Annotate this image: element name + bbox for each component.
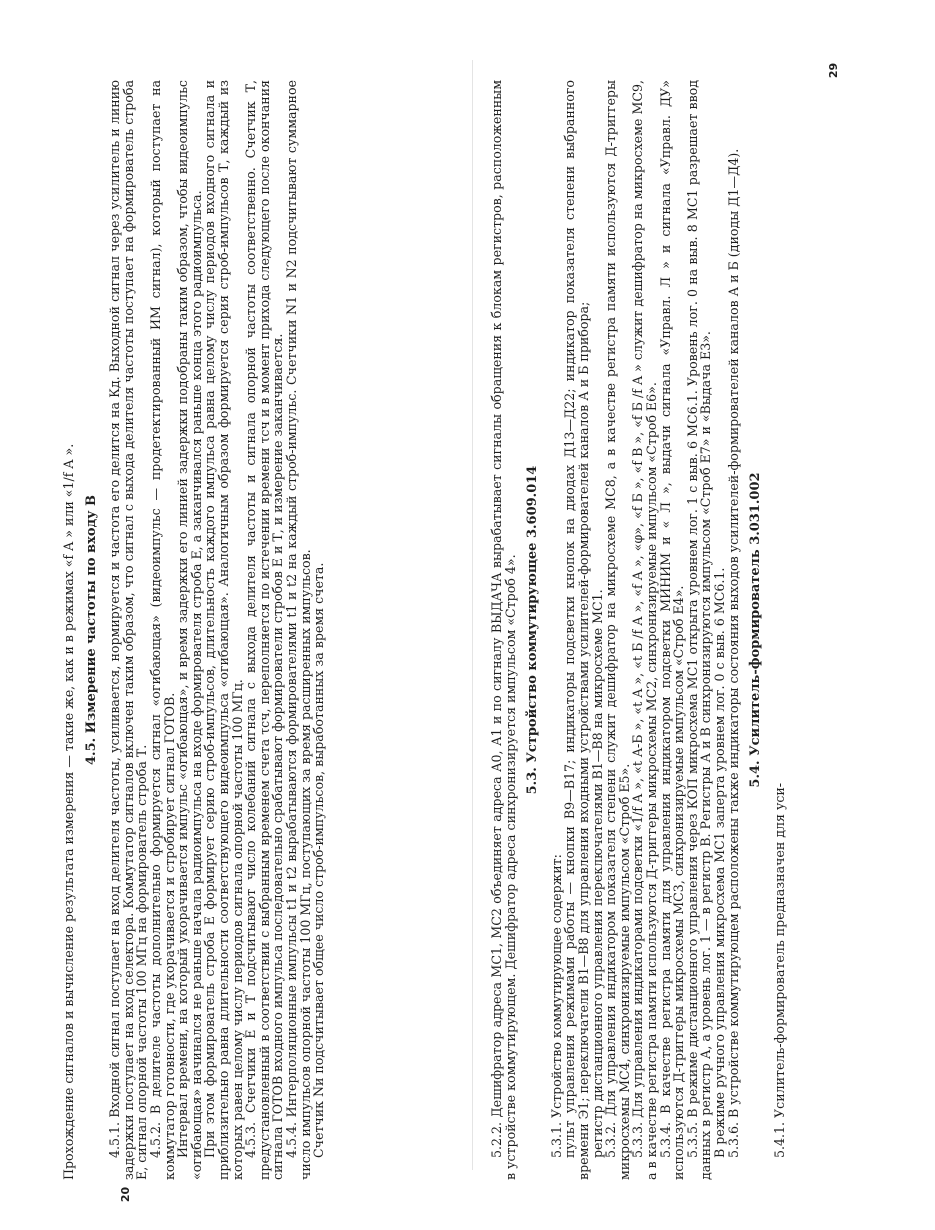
right-paragraph-532: 5.3.2. Для управления индикатором показателя степени служит дешифратор на микросхеме МС8, а в качестве регистра памяти используются Д-триггеры микросхемы МС4, синхронизируемые импульсом «Строб Е5». <box>603 80 632 1180</box>
left-paragraph-454: 4.5.4. Интерполяционные импульсы t1 и t2 вырабатываются формирователями t1 и t2 на каждый строб-импульс. Счетчики N1 и N2 подсчитывают суммарное число импульсов опорной частоты 100 МГц, поступающих за время расширенных импульсов. <box>283 80 313 1180</box>
right-section-heading: 5.3. Устройство коммутирующее 3.609.014 <box>525 465 541 795</box>
right-intro-paragraph: 5.2.2. Дешифратор адреса МС1, МС2 объединяет адреса А0, А1 и по сигналу ВЫДАЧА вырабатывает сигналы обращения к блокам регистров, расположенным в устройстве коммутирующем. Дешифратор адреса синхронизируется импульсом «Строб 4». <box>489 80 518 1180</box>
right-paragraph-register: регистр дистанционного управления переключателями В1—В8 на микросхеме МС1. <box>589 589 605 1158</box>
left-paragraph-counter: Счетчик Nи подсчитывает общее число строб-импульсов, выработанных за время счета. <box>311 562 327 1158</box>
left-paragraph-451: 4.5.1. Входной сигнал поступает на вход делителя частоты, усиливается, нормируется и частота его делится на Кд. Выходной сигнал через усилитель и линию задержки поступает на вход селектора. Коммутатор сигналов включен таким образом, что сигнал с выхода делителя частоты поступает на формирователь строба Е, сигнал опорной частоты 100 МГц на формирователь строба Т. <box>107 80 150 1180</box>
left-paragraph-452: 4.5.2. В делителе частоты дополнительно формируется сигнал «огибающая» (видеоимпульс — продетектированный ИМ сигнал), который поступает на коммутатор готовности, где укорачивается и стробирует сигнал ГОТОВ. <box>147 80 177 1180</box>
right-paragraph-535: 5.3.5. В режиме дистанционного управления через КОП микросхема МС1 открыта уровнем лог. 1 с выв. 6 МС6.1. Уровень лог. 0 на выв. 8 МС1 разрешает ввод данных в регистр А, а уровень лог. 1 — в регистр В. Регистры А и В синхронизируются импульсом «Строб Е7» и «Выдача Е3». <box>684 80 714 1180</box>
right-paragraph-536: 5.3.6. В устройстве коммутирующем расположены также индикаторы состояния выходов усилителей-формирователей каналов А и Б (диоды Д1—Д4). <box>725 148 741 1158</box>
left-paragraph-453: 4.5.3. Счетчики Е и Т подсчитывают число колебаний сигнала с выхода делителя частоты и сигнала опорной частоты соответственно. Счетчик Т, предустановленный в соответствии с выбранным временем счета τсч, переполняется по истечении времени τсч и в момент прихода следующего после окончания сигнала ГОТОВ входного импульса последовательно срабатывают формирователи стробов Е и Т, и измерение заканчивается. <box>243 80 286 1180</box>
right-section2-heading: 5.4. Усилитель-формирователь 3.031.002 <box>748 472 764 788</box>
right-paragraph-534: 5.3.4. В качестве регистра памяти для управления индикатором подсветки МИНИМ и « Л », выдачи сигнала «Управл. Л » и сигнала «Управл. ДУ» используются Д-триггеры микросхемы МС3, синхронизируемые импульсом «Строб Е4». <box>657 80 687 1180</box>
right-paragraph-panel: пульт управления режимами работы — кнопки В9—В17; индикаторы подсветки кнопок на диодах Д13—Д22; индикатор показателя степени выбранного времени Э1; переключатели В1—В8 для управления входными устройствами усилителей-формирователей каналов А и Б прибора; <box>562 80 591 1180</box>
left-paragraph-interval: Интервал времени, на который укорачивается импульс «огибающая», и время задержки его линией задержки подобраны таким образом, чтобы видеоимпульс «огибающая» начинался не раньше начала радиоимпульса на входе формирователя строба Е, а заканчивался раньше конца этого радиоимпульса. <box>175 80 204 1180</box>
right-paragraph-531: 5.3.1. Устройство коммутирующее содержит: <box>548 854 564 1158</box>
left-page-text <box>62 80 452 1180</box>
left-section-heading: 4.5. Измерение частоты по входу В <box>83 495 99 765</box>
page-gutter <box>472 60 473 1170</box>
left-paragraph-former: При этом формирователь строба Е формирует серию строб-импульсов, длительность каждого импульса равна целому числу периодов входного сигнала и приблизительно равна длительности соответствующего видеоимпульса «огибающая». Аналогичным образом формируется серия строб-импульсов Т, каждый из которых равен целому числу периодов сигнала опорной частоты 100 МГц. <box>202 80 245 1180</box>
right-paragraph-533: 5.3.3. Для управления индикаторами подсветки «1/f A », «t A-Б », «t A », «t Б /f A », «f A », «φ», «f Б », «f B », «f Б /f A » служит дешифратор на микросхеме МС9, а в качестве регистра памяти используются Д-триггеры микросхемы МС2, синхронизируемые импульсом «Строб Е6». <box>630 80 659 1180</box>
right-paragraph-manual: В режиме ручного управления микросхема МС1 заперта уровнем лог. 0 с выв. 6 МС6.1. <box>711 567 727 1158</box>
right-paragraph-541: 5.4.1. Усилитель-формирователь предназначен для уси- <box>771 782 787 1158</box>
page-number-right: 29 <box>827 62 841 79</box>
left-intro-paragraph: Прохождение сигналов и вычисление результата измерения — такие же, как и в режимах «f A » или «1/f A ». <box>61 443 76 1180</box>
page-number-left: 20 <box>119 1186 133 1203</box>
right-page-text <box>490 80 870 1180</box>
